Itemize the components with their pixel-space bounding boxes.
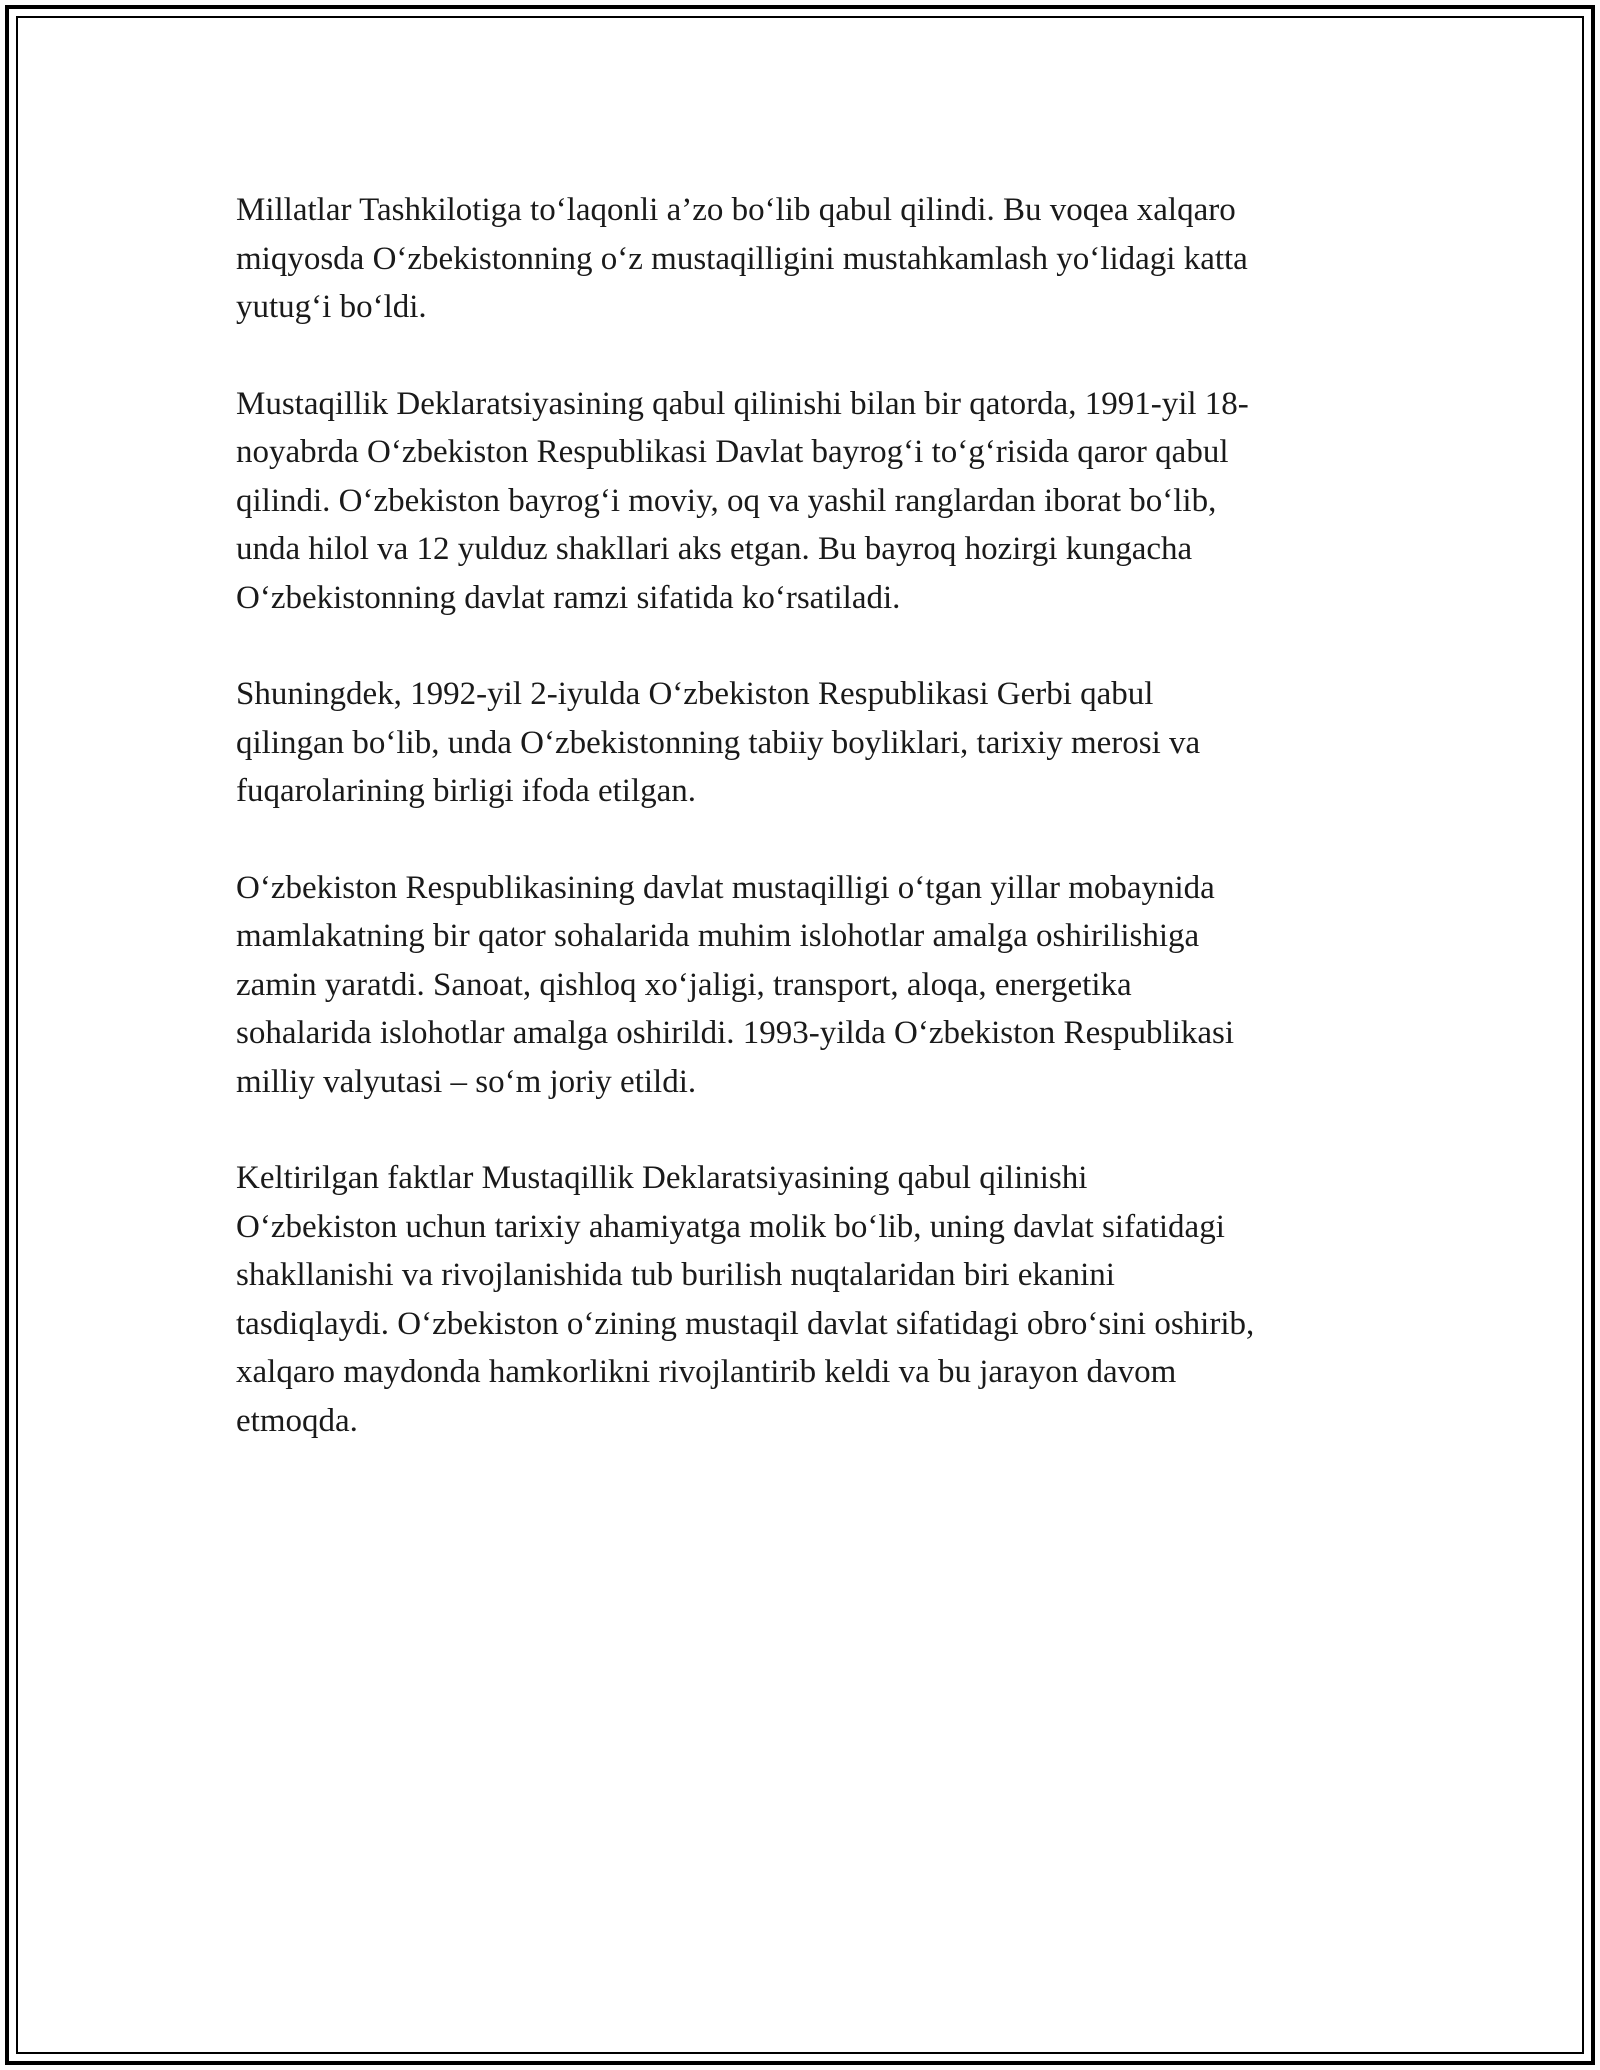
paragraph-state-flag: Mustaqillik Deklaratsiyasining qabul qilinishi bilan bir qatorda, 1991-yil 18- noyabrda O‘zbekiston Respublikasi Davlat bayrog‘i to‘g‘risida qaror qabul qilindi. O‘zbekiston bayrog‘i moviy, oq va yashil ranglardan iborat bo‘lib, unda hilol va 12 yulduz shakllari aks etgan. Bu bayroq hozirgi kungacha O‘zbekistonning davlat ramzi sifatida ko‘rsatiladi. (236, 385, 1249, 616)
paragraph-reforms: O‘zbekiston Respublikasining davlat mustaqilligi o‘tgan yillar mobaynida mamlakatning bir qator sohalarida muhim islohotlar amalga oshirilishiga zamin yaratdi. Sanoat, qishloq xo‘jaligi, transport, aloqa, energetika sohalarida islohotlar amalga oshirildi. 1993-yilda O‘zbekiston Respublikasi milliy valyutasi – so‘m joriy etildi. (236, 869, 1235, 1100)
paragraph-coat-of-arms: Shuningdek, 1992-yil 2-iyulda O‘zbekiston Respublikasi Gerbi qabul qilingan bo‘lib, unda O‘zbekistonning tabiiy boyliklari, tarixiy merosi va fuqarolarining birligi ifoda etilgan. (236, 676, 1201, 809)
document-body (236, 186, 1386, 1493)
paragraph-conclusion: Keltirilgan faktlar Mustaqillik Deklaratsiyasining qabul qilinishi O‘zbekiston uchun tarixiy ahamiyatga molik bo‘lib, uning davlat sifatidagi shakllanishi va rivojlanishida tub burilish nuqtalaridan biri ekanini tasdiqlaydi. O‘zbekiston o‘zining mustaqil davlat sifatidagi obro‘sini oshirib, xalqaro maydonda hamkorlikni rivojlantirib keldi va bu jarayon davom etmoqda. (236, 1160, 1255, 1439)
paragraph-un-membership: Millatlar Tashkilotiga to‘laqonli a’zo bo‘lib qabul qilindi. Bu voqea xalqaro miqyosda O‘zbekistonning o‘z mustaqilligini mustahkamlash yo‘lidagi katta yutug‘i bo‘ldi. (236, 192, 1248, 325)
